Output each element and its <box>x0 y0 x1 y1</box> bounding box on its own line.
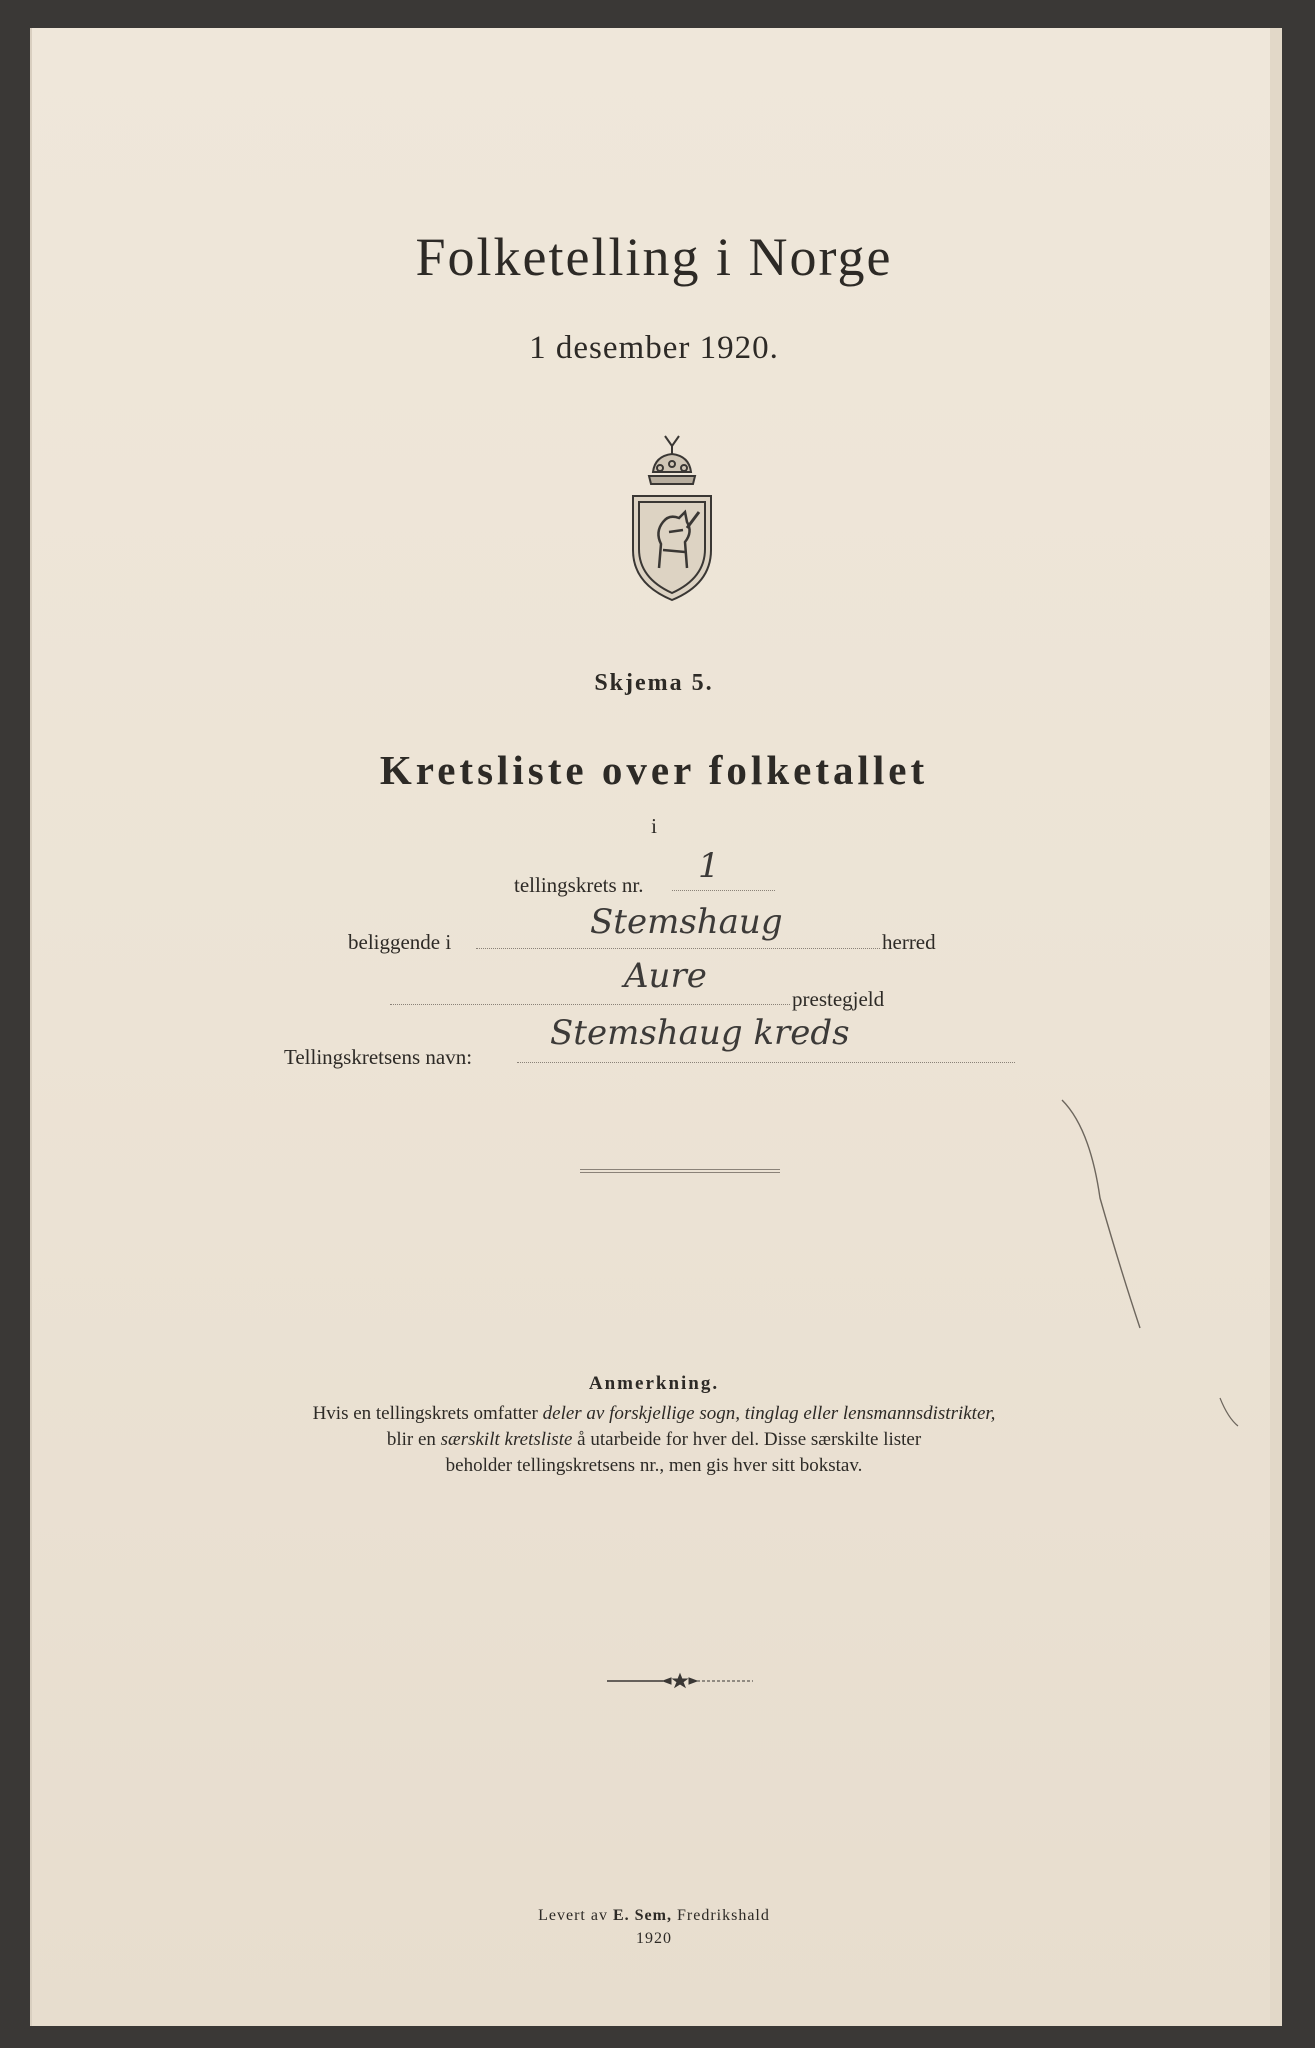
note-title: Anmerkning. <box>588 1373 720 1394</box>
beliggende-value: Stemshaug <box>590 902 783 942</box>
navn-line <box>517 1062 1015 1063</box>
star-ornament-icon <box>605 1671 755 1691</box>
navn-value: Stemshaug kreds <box>550 1013 850 1053</box>
note-line-2-text-b: å utarbeide for hver del. Disse særskilte lister <box>572 1429 922 1450</box>
tellingskrets-value: 1 <box>698 846 720 886</box>
note-line-2-text-a: blir en <box>386 1429 441 1450</box>
note-line-3: beholder tellingskretsens nr., men gis hver sitt bokstav. <box>445 1455 863 1476</box>
printer-prefix: Levert av <box>538 1907 613 1924</box>
form-heading: Kretsliste over folketallet <box>379 747 929 793</box>
beliggende-label: beliggende i <box>348 930 452 954</box>
printer-line <box>30 1904 1278 1927</box>
norwegian-coat-of-arms-icon <box>625 432 719 604</box>
schema-label: Skjema 5. <box>594 670 714 696</box>
beliggende-line <box>476 948 880 949</box>
printer-info <box>30 1904 1278 1950</box>
herred-label: herred <box>882 930 936 954</box>
document-title: Folketelling i Norge <box>415 227 893 287</box>
note-line-2-emphasis: særskilt kretsliste <box>440 1429 573 1450</box>
prestegjeld-line <box>390 1004 790 1005</box>
tellingskrets-line <box>672 890 775 891</box>
note-line-1-emphasis: deler av forskjellige sogn, tinglag eller lensmannsdistrikter, <box>542 1403 996 1424</box>
pencil-mark <box>1060 1088 1240 1428</box>
printer-year: 1920 <box>636 1930 672 1947</box>
tellingskrets-label: tellingskrets nr. <box>514 873 644 897</box>
census-date: 1 desember 1920. <box>529 330 779 366</box>
printer-name: E. Sem, <box>612 1907 672 1924</box>
prestegjeld-value: Aure <box>624 956 707 996</box>
prestegjeld-label: prestegjeld <box>792 987 885 1011</box>
page-edge-strip <box>1270 28 1282 2026</box>
connector-word: i <box>651 814 657 838</box>
note-line-2 <box>30 1427 1278 1453</box>
section-divider <box>580 1169 780 1173</box>
navn-label: Tellingskretsens navn: <box>284 1045 473 1069</box>
printer-place: Fredrikshald <box>671 1907 770 1924</box>
census-form-page <box>30 28 1278 2026</box>
note-line-1-text: Hvis en tellingskrets omfatter <box>312 1403 543 1424</box>
